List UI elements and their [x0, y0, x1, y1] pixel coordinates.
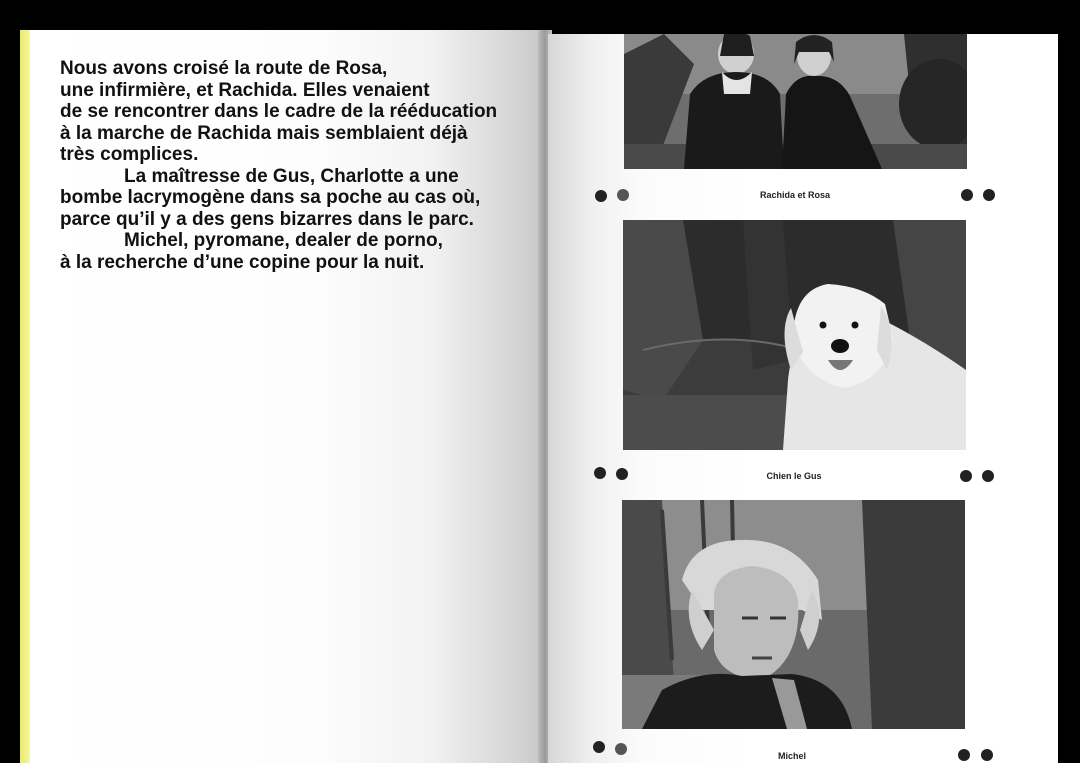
story-text: [60, 58, 530, 273]
photo-dog-image: [623, 220, 966, 450]
photo-elderly-man-image: [622, 500, 965, 729]
photo-chien-gus: [623, 220, 966, 450]
bullet-dot: [617, 189, 629, 201]
text-line: très complices.: [60, 144, 199, 165]
text-line: de se rencontrer dans le cadre de la rééducation: [60, 101, 498, 122]
bullet-dot: [594, 467, 606, 479]
bullet-dot: [983, 189, 995, 201]
text-line: à la recherche d’une copine pour la nuit.: [60, 251, 425, 273]
bullet-dot: [595, 190, 607, 202]
text-line: Nous avons croisé la route de Rosa,: [60, 58, 388, 79]
photo-rachida-rosa: [624, 34, 967, 169]
text-line: La maîtresse de Gus, Charlotte a une: [124, 165, 459, 187]
bullet-dot: [960, 470, 972, 482]
text-line: une infirmière, et Rachida. Elles venaient: [60, 79, 430, 101]
bullet-dot: [593, 741, 605, 753]
photo-caption: Michel: [777, 751, 806, 761]
text-line: Michel, pyromane, dealer de porno,: [124, 230, 443, 251]
text-line: parce qu’il y a des gens bizarres dans le parc.: [60, 208, 474, 230]
bullet-dot: [615, 743, 627, 755]
bullet-dot: [616, 468, 628, 480]
text-line: bombe lacrymogène dans sa poche au cas où,: [60, 187, 481, 208]
photo-two-women-image: [624, 34, 967, 169]
text-line: à la marche de Rachida mais semblaient déjà: [60, 122, 468, 144]
photo-caption: Chien le Gus: [766, 471, 822, 481]
bullet-dot: [982, 470, 994, 482]
photo-caption: Rachida et Rosa: [759, 190, 831, 200]
photo-michel: [622, 500, 965, 729]
bullet-dot: [981, 749, 993, 761]
bullet-dot: [958, 749, 970, 761]
bullet-dot: [961, 189, 973, 201]
